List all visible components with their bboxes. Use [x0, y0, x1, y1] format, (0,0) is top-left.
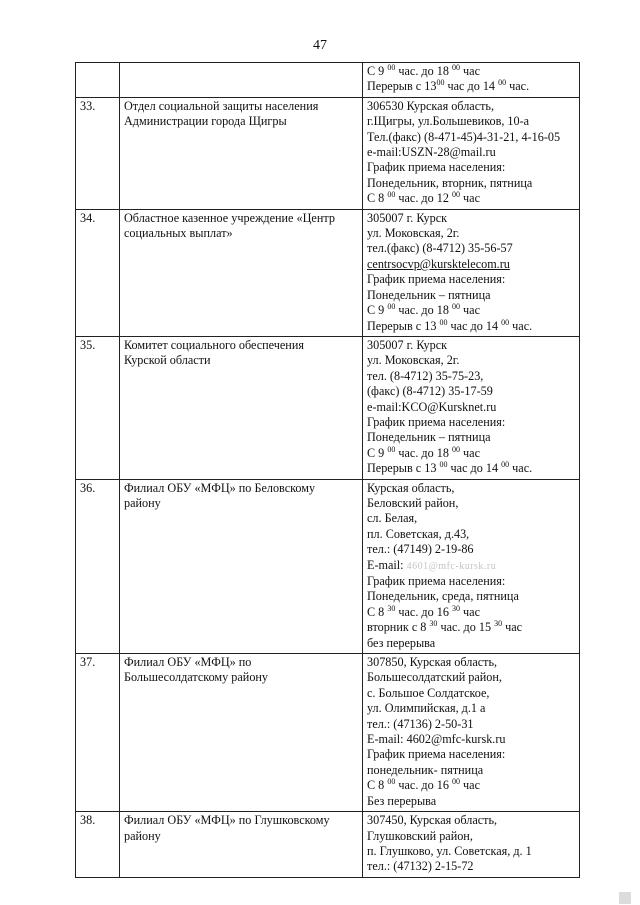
contact-text: тел.: (47132) 2-15-72: [367, 859, 474, 874]
contact-line: [367, 481, 575, 496]
contact-line: [367, 384, 575, 399]
contact-line: [367, 778, 575, 793]
contact-text: Большесолдатский район,: [367, 670, 502, 685]
contact-line: [367, 446, 575, 461]
contact-text: тел. (8-4712) 35-75-23,: [367, 368, 484, 383]
email-link[interactable]: centrsocvp@kursktelecom.ru: [367, 256, 510, 271]
contact-line: [367, 655, 575, 670]
row-number: [76, 63, 120, 98]
contact-text: E-mail:: [367, 557, 407, 572]
contact-line: [367, 461, 575, 476]
organization-name-line: Филиал ОБУ «МФЦ» по: [124, 655, 252, 670]
contact-line: [367, 415, 575, 430]
contact-line: [367, 338, 575, 353]
contact-line: [367, 574, 575, 589]
time-minutes-superscript: 30: [494, 619, 503, 629]
contact-text: час. до 18: [395, 64, 452, 78]
contact-text: С 8: [367, 191, 388, 206]
table-body: [76, 63, 580, 878]
contact-text: Понедельник, вторник, пятница: [367, 175, 533, 190]
contact-details: [363, 97, 580, 209]
organization-name: [120, 63, 363, 98]
contact-text: пл. Советская, д.43,: [367, 526, 470, 541]
contact-text: ул. Моковская, 2г.: [367, 353, 460, 368]
contact-text: понедельник- пятница: [367, 762, 484, 777]
time-minutes-superscript: 30: [387, 603, 396, 613]
contact-text: тел.: (47149) 2-19-86: [367, 542, 474, 557]
institutions-table: [75, 62, 580, 878]
contact-details: [363, 479, 580, 653]
contact-text: Понедельник – пятница: [367, 287, 491, 302]
page-number: 47: [313, 38, 327, 53]
contact-text: час. до 18: [395, 303, 452, 318]
organization-name-line: социальных выплат»: [124, 226, 233, 241]
time-minutes-superscript: 00: [452, 444, 460, 454]
contact-text: Курская область,: [367, 480, 455, 495]
contact-text: тел.: (47136) 2-50-31: [367, 716, 474, 731]
contact-text: час до 14: [447, 461, 502, 476]
contact-line: [367, 114, 575, 129]
contact-text: С 8: [367, 604, 388, 619]
contact-line: [367, 99, 575, 114]
organization-name: [120, 209, 363, 336]
contact-line: [367, 130, 575, 145]
time-minutes-superscript: 30: [452, 603, 460, 613]
contact-line: [367, 701, 575, 716]
contact-line: [367, 176, 575, 191]
contact-line: [367, 191, 575, 206]
table-row: [76, 479, 580, 653]
contact-line: [367, 732, 575, 747]
organization-name-line: району: [124, 828, 161, 843]
table-row: [76, 209, 580, 336]
contact-text: вторник с 8: [367, 620, 430, 635]
contact-line: [367, 303, 575, 318]
contact-text: 305007 г. Курск: [367, 210, 448, 225]
organization-name-line: Большесолдатскому району: [124, 670, 269, 685]
organization-name-line: Администрации города Щигры: [124, 114, 287, 129]
contact-text: e-mail:KCO@Kursknet.ru: [367, 399, 497, 414]
contact-text: с. Большое Солдатское,: [367, 685, 490, 700]
organization-name: [120, 336, 363, 479]
contact-line: [367, 527, 575, 542]
contact-text: График приема населения:: [367, 747, 506, 762]
time-minutes-superscript: 00: [498, 78, 507, 88]
email-faint-text: 4601@mfc-kursk.ru: [406, 560, 497, 572]
contact-line: [367, 620, 575, 635]
contact-text: e-mail:USZN-28@mail.ru: [367, 145, 496, 160]
row-number: 36.: [76, 479, 120, 653]
time-minutes-superscript: 00: [387, 777, 396, 787]
time-minutes-superscript: 00: [501, 317, 510, 327]
time-minutes-superscript: 00: [387, 63, 396, 72]
contact-text: час.: [509, 318, 533, 333]
organization-name-line: Отдел социальной защиты населения: [124, 98, 319, 113]
contact-text: Беловский район,: [367, 495, 459, 510]
contact-text: С 8: [367, 778, 388, 793]
contact-line: [367, 288, 575, 303]
contact-line: [367, 670, 575, 685]
contact-text: тел.(факс) (8-4712) 35-56-57: [367, 241, 513, 256]
time-minutes-superscript: 00: [439, 460, 448, 470]
contact-line: [367, 79, 575, 94]
contact-text: сл. Белая,: [367, 511, 418, 526]
contact-line: [367, 211, 575, 226]
contact-text: График приема населения:: [367, 272, 506, 287]
contact-line: [367, 64, 575, 79]
contact-text: Понедельник – пятница: [367, 430, 491, 445]
contact-text: График приема населения:: [367, 574, 506, 588]
contact-text: час.: [509, 461, 533, 476]
contact-text: ул. Моковская, 2г.: [367, 226, 460, 241]
contact-line: [367, 400, 575, 415]
contact-details: [363, 209, 580, 336]
time-minutes-superscript: 00: [387, 190, 396, 200]
contact-text: час до 14: [444, 79, 499, 94]
contact-text: Перерыв с 13: [367, 461, 440, 476]
contact-text: час: [460, 604, 480, 619]
contact-text: 307450, Курская область,: [367, 813, 498, 828]
time-minutes-superscript: 00: [387, 444, 396, 454]
contact-text: час до 14: [447, 318, 502, 333]
contact-line: [367, 717, 575, 732]
organization-name-line: району: [124, 495, 161, 510]
contact-details: [363, 63, 580, 98]
contact-text: час: [460, 191, 480, 206]
time-minutes-superscript: 00: [452, 302, 460, 312]
contact-line: [367, 319, 575, 334]
contact-text: С 9: [367, 303, 388, 318]
contact-line: [367, 794, 575, 809]
row-number: 37.: [76, 654, 120, 812]
organization-name: [120, 812, 363, 878]
contact-text: Перерыв с 13: [367, 318, 440, 333]
organization-name-line: Филиал ОБУ «МФЦ» по Глушковскому: [124, 813, 330, 828]
time-minutes-superscript: 00: [439, 317, 448, 327]
row-number: 33.: [76, 97, 120, 209]
time-minutes-superscript: 00: [436, 78, 445, 88]
contact-text: 305007 г. Курск: [367, 337, 448, 352]
contact-text: Понедельник, среда, пятница: [367, 589, 519, 604]
contact-text: 306530 Курская область,: [367, 98, 495, 113]
contact-text: час. до 16: [395, 604, 452, 619]
contact-line: [367, 496, 575, 511]
row-number: 34.: [76, 209, 120, 336]
contact-text: час: [460, 445, 480, 460]
time-minutes-superscript: 00: [452, 777, 460, 787]
contact-line: [367, 859, 575, 874]
contact-details: [363, 654, 580, 812]
contact-line: [367, 353, 575, 368]
contact-text: час: [460, 303, 480, 318]
contact-text: График приема населения:: [367, 414, 506, 429]
organization-name-line: Областное казенное учреждение «Центр: [124, 210, 335, 225]
table-row: [76, 97, 580, 209]
contact-text: Без перерыва: [367, 793, 437, 808]
organization-name-line: Филиал ОБУ «МФЦ» по Беловскому: [124, 480, 316, 495]
contact-text: час: [460, 778, 480, 793]
contact-line: [367, 558, 575, 574]
time-minutes-superscript: 00: [501, 460, 510, 470]
contact-line: [367, 430, 575, 445]
contact-details: [363, 336, 580, 479]
contact-line: [367, 241, 575, 256]
row-number: 35.: [76, 336, 120, 479]
organization-name: [120, 654, 363, 812]
contact-line: [367, 829, 575, 844]
contact-line: [367, 542, 575, 557]
contact-text: г.Щигры, ул.Большевиков, 10-а: [367, 114, 530, 129]
contact-text: п. Глушково, ул. Советская, д. 1: [367, 843, 532, 858]
contact-text: без перерыва: [367, 635, 436, 650]
contact-text: Перерыв с 13: [367, 79, 437, 94]
contact-text: С 9: [367, 445, 388, 460]
table-row: [76, 812, 580, 878]
contact-line: [367, 369, 575, 384]
contact-line: [367, 511, 575, 526]
contact-text: час: [460, 64, 480, 78]
time-minutes-superscript: 00: [387, 302, 396, 312]
contact-text: Тел.(факс) (8-471-45)4-31-21, 4-16-05: [367, 129, 561, 144]
contact-line: [367, 844, 575, 859]
contact-text: ул. Олимпийская, д.1 а: [367, 701, 486, 716]
time-minutes-superscript: 00: [452, 63, 460, 72]
contact-line: [367, 589, 575, 604]
contact-text: час. до 16: [395, 778, 452, 793]
contact-text: 307850, Курская область,: [367, 655, 498, 670]
contact-text: час. до 12: [395, 191, 452, 206]
time-minutes-superscript: 30: [429, 619, 438, 629]
contact-text: E-mail: 4602@mfc-kursk.ru: [367, 732, 506, 747]
contact-line: [367, 145, 575, 160]
contact-line: [367, 272, 575, 287]
contact-line: [367, 686, 575, 701]
contact-text: час. до 15: [437, 620, 495, 635]
contact-text: час: [502, 620, 523, 635]
table-row: [76, 63, 580, 98]
table-row: [76, 654, 580, 812]
contact-line: [367, 813, 575, 828]
contact-text: График приема населения:: [367, 160, 506, 175]
contact-details: [363, 812, 580, 878]
row-number: 38.: [76, 812, 120, 878]
organization-name: [120, 97, 363, 209]
organization-name-line: Комитет социального обеспечения: [124, 337, 304, 352]
contact-text: С 9: [367, 64, 388, 78]
contact-text: час. до 18: [395, 445, 452, 460]
contact-line: [367, 636, 575, 651]
contact-text: (факс) (8-4712) 35-17-59: [367, 384, 493, 399]
organization-name: [120, 479, 363, 653]
contact-line: [367, 747, 575, 762]
contact-line: [367, 605, 575, 620]
table-row: [76, 336, 580, 479]
contact-line: [367, 226, 575, 241]
contact-line: [367, 160, 575, 175]
contact-text: Глушковский район,: [367, 828, 473, 843]
time-minutes-superscript: 00: [452, 190, 460, 200]
contact-line: [367, 257, 575, 272]
organization-name-line: Курской области: [124, 353, 211, 368]
contact-text: час.: [506, 79, 530, 94]
scan-artifact: [619, 892, 631, 904]
contact-line: [367, 763, 575, 778]
